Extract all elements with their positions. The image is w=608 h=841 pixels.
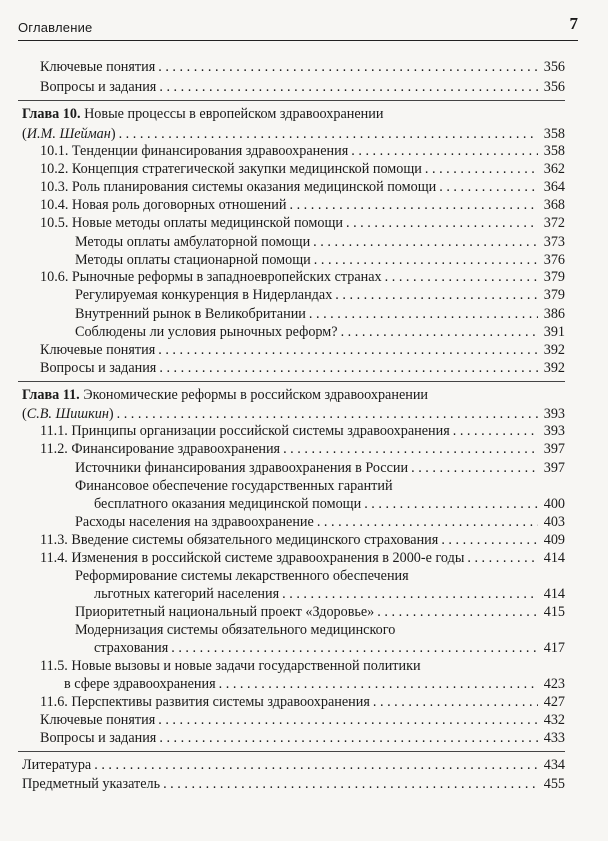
toc-entry-references[interactable]: Литература . . . 434	[22, 756, 565, 775]
toc-entry[interactable]: Ключевые понятия . . . 356	[22, 58, 565, 77]
toc-entry[interactable]: Соблюдены ли условия рыночных реформ? . . . 391	[22, 323, 565, 342]
toc-entry[interactable]: Вопросы и задания . . . 392	[22, 359, 565, 378]
toc-entry[interactable]: 10.5. Новые методы оплаты медицинской помощи . . . 372	[22, 214, 565, 233]
toc-entry[interactable]: Внутренний рынок в Великобритании . . . 386	[22, 305, 565, 324]
toc-entry[interactable]: Расходы населения на здравоохранение . . . 403	[22, 513, 565, 532]
toc-chapter-heading[interactable]: Глава 11. Экономические реформы в российском здравоохранении	[22, 387, 429, 403]
toc-entry[interactable]: 10.3. Роль планирования системы оказания медицинской помощи . . . 364	[22, 178, 565, 197]
toc-entry-index[interactable]: Предметный указатель . . . 455	[22, 775, 565, 794]
running-title: Оглавление	[18, 20, 93, 35]
toc-entry[interactable]: Вопросы и задания . . . 433	[22, 729, 565, 748]
toc-entry-line1[interactable]: Модернизация системы обязательного медицинского	[75, 622, 396, 638]
toc-entry[interactable]: Методы оплаты амбулаторной помощи . . . 373	[22, 233, 565, 252]
toc-entry[interactable]: Регулируемая конкуренция в Нидерландах . . . 379	[22, 286, 565, 305]
toc-entry[interactable]: 10.1. Тенденции финансирования здравоохранения . . . 358	[22, 142, 565, 161]
toc-entry[interactable]: Ключевые понятия . . . 432	[22, 711, 565, 730]
toc-entry[interactable]: 10.4. Новая роль договорных отношений . . . 368	[22, 196, 565, 215]
section-divider	[18, 100, 565, 101]
toc-entry[interactable]: 11.1. Принципы организации российской системы здравоохранения . . . 393	[22, 422, 565, 441]
toc-entry[interactable]: Вопросы и задания . . . 356	[22, 78, 565, 97]
toc-entry[interactable]: Ключевые понятия . . . 392	[22, 341, 565, 360]
toc-entry[interactable]: 11.4. Изменения в российской системе здравоохранения в 2000-е годы . . . 414	[22, 549, 565, 568]
toc-entry[interactable]: льготных категорий населения . . . 414	[22, 585, 565, 604]
toc-chapter-heading[interactable]: Глава 10. Новые процессы в европейском здравоохранении	[22, 106, 384, 122]
toc-chapter-author[interactable]: (С.В. Шишкин) . . . 393	[22, 405, 565, 424]
toc-entry-line1[interactable]: 11.5. Новые вызовы и новые задачи государственной политики	[40, 658, 421, 674]
toc-entry[interactable]: 11.2. Финансирование здравоохранения . . . 397	[22, 440, 565, 459]
toc-entry[interactable]: страхования . . . 417	[22, 639, 565, 658]
toc-entry[interactable]: 10.6. Рыночные реформы в западноевропейских странах . . . 379	[22, 268, 565, 287]
toc-entry[interactable]: Методы оплаты стационарной помощи . . . 376	[22, 251, 565, 270]
toc-entry[interactable]: Источники финансирования здравоохранения в России . . . 397	[22, 459, 565, 478]
toc-entry[interactable]: 11.3. Введение системы обязательного медицинского страхования . . . 409	[22, 531, 565, 550]
section-divider	[18, 381, 565, 382]
section-divider	[18, 751, 565, 752]
toc-entry-line1[interactable]: Реформирование системы лекарственного обеспечения	[75, 568, 409, 584]
toc-entry[interactable]: 11.6. Перспективы развития системы здравоохранения . . . 427	[22, 693, 565, 712]
page-header	[18, 10, 578, 41]
toc-chapter-author[interactable]: (И.М. Шейман) . . . 358	[22, 125, 565, 144]
toc-entry[interactable]: бесплатного оказания медицинской помощи . . . 400	[22, 495, 565, 514]
toc-entry[interactable]: 10.2. Концепция стратегической закупки медицинской помощи . . . 362	[22, 160, 565, 179]
toc-entry-line1[interactable]: Финансовое обеспечение государственных гарантий	[75, 478, 393, 494]
toc-entry[interactable]: в сфере здравоохранения . . . 423	[22, 675, 565, 694]
toc-entry[interactable]: Приоритетный национальный проект «Здоровье» . . . 415	[22, 603, 565, 622]
page-number: 7	[569, 14, 578, 33]
